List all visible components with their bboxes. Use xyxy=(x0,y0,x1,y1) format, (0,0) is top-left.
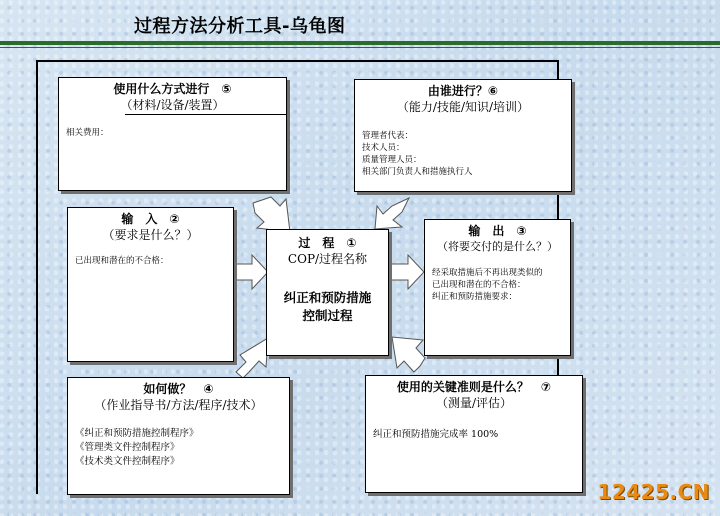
criteria-body xyxy=(366,429,582,441)
criteria-title: 使用的关键准则是什么？ ⑦ xyxy=(396,380,552,394)
input-title: 输 入 ② xyxy=(121,212,180,226)
process-subtitle: COP/过程名称 xyxy=(287,252,368,266)
site-watermark: 12425.CN xyxy=(597,480,710,504)
people-body xyxy=(355,130,571,178)
method-line: 《管理类文件控制程序》 xyxy=(75,442,180,453)
process-box xyxy=(266,229,389,356)
method-line: 《纠正和预防措施控制程序》 xyxy=(75,428,199,439)
people-line: 管理者代表： xyxy=(362,131,414,141)
criteria-box xyxy=(365,375,583,493)
resources-box xyxy=(58,77,287,191)
arrow-method xyxy=(236,338,268,378)
input-line: 已出现和潜在的不合格： xyxy=(75,256,169,266)
output-line: 纠正和预防措施要求： xyxy=(432,292,518,302)
process-name-line1: 纠正和预防措施 xyxy=(283,290,372,305)
people-line: 技术人员： xyxy=(362,143,405,153)
arrow-output xyxy=(390,255,424,289)
method-title: 如何做？ ④ xyxy=(143,382,214,396)
arrow-input xyxy=(234,255,268,289)
output-line: 已出现和潜在的不合格： xyxy=(432,280,526,290)
input-box xyxy=(67,207,234,362)
method-box xyxy=(67,377,290,495)
resources-body xyxy=(59,127,286,139)
arrow-people xyxy=(375,198,409,229)
criteria-subtitle: （测量/评估） xyxy=(435,396,513,410)
process-title: 过 程 ① xyxy=(298,236,357,250)
arrow-resources xyxy=(253,197,290,232)
output-title: 输 出 ③ xyxy=(468,224,527,238)
process-name-line2: 控制过程 xyxy=(302,308,353,323)
people-line: 质量管理人员： xyxy=(362,155,422,165)
output-body xyxy=(425,267,570,303)
arrow-criteria xyxy=(392,337,425,372)
resources-subtitle: （材料/设备/装置） xyxy=(120,98,225,112)
resources-line: 相关费用： xyxy=(66,128,109,138)
page-title: 过程方法分析工具-乌龟图 xyxy=(134,16,346,37)
output-line: 经采取措施后不再出现类似的 xyxy=(432,268,543,278)
people-box xyxy=(354,79,572,192)
people-title: 由谁进行？⑥ xyxy=(427,84,499,98)
output-subtitle: （将要交付的是什么？） xyxy=(437,240,558,253)
resources-title: 使用什么方式进行 ⑤ xyxy=(113,82,232,96)
method-subtitle: （作业指导书/方法/程序/技术） xyxy=(94,398,263,412)
method-line: 《技术类文件控制程序》 xyxy=(75,456,180,467)
input-body xyxy=(68,255,233,267)
people-subtitle: （能力/技能/知识/培训） xyxy=(396,100,530,114)
people-line: 相关部门负责人和措施执行人 xyxy=(362,167,473,177)
method-body xyxy=(68,427,289,469)
criteria-line: 纠正和预防措施完成率 100% xyxy=(373,429,499,440)
output-box xyxy=(424,219,571,356)
resources-underline xyxy=(125,114,287,115)
input-subtitle: （要求是什么？） xyxy=(102,228,199,242)
